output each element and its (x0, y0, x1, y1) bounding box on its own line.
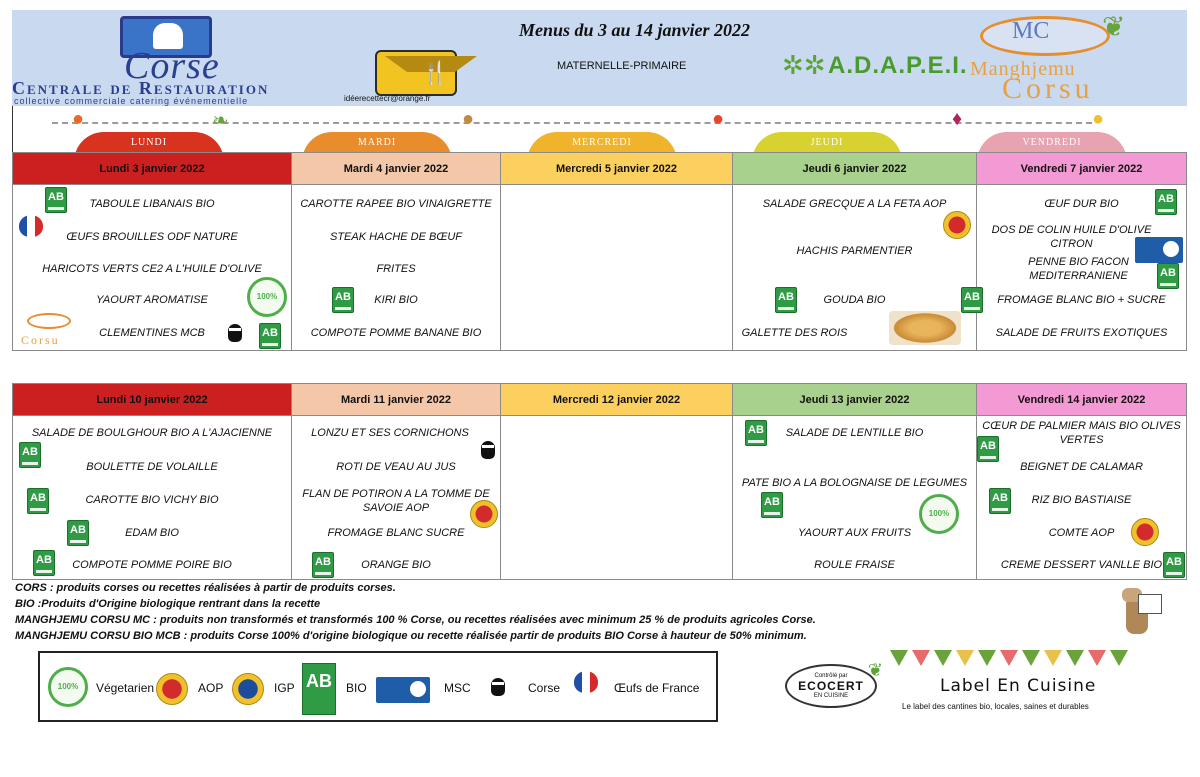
day-cell-tuesday (292, 416, 501, 580)
bio-ab-icon: AB (332, 287, 354, 313)
footnotes (15, 580, 816, 644)
label-en-cuisine-subtitle: Le label des cantines bio, locales, saines et durables (902, 702, 1089, 711)
dish: HACHIS PARMENTIER (796, 245, 913, 257)
bio-ab-icon: AB (302, 663, 336, 715)
vegetarian-icon: 100% (48, 667, 88, 707)
dish: EDAM BIO (125, 527, 179, 539)
bio-ab-icon: AB (977, 436, 999, 462)
day-header-tuesday: Mardi 11 janvier 2022 (292, 384, 501, 416)
dish: STEAK HACHE DE BŒUF (329, 231, 463, 243)
dish: CREME DESSERT VANLLE BIO (1000, 559, 1163, 571)
dish: CLEMENTINES MCB (99, 327, 205, 339)
bio-ab-icon: AB (1157, 263, 1179, 289)
ecocert-small: Contrôlé par (814, 673, 848, 679)
legend-aop: AOP (198, 681, 224, 695)
dish: SALADE GRECQUE A LA FETA AOP (762, 198, 947, 210)
dish: ROTI DE VEAU AU JUS (336, 461, 456, 473)
day-cell-wednesday (501, 416, 733, 580)
banner-day-wednesday: MERCREDI (527, 132, 677, 152)
dish: GOUDA BIO (823, 294, 886, 306)
logo-line2: collective commerciale catering événementielle (14, 96, 249, 106)
mascot-illustration (1118, 586, 1158, 638)
banner-day-thursday: JEUDI (752, 132, 902, 152)
aop-icon (156, 673, 188, 705)
legend-oeufs: Œufs de France (614, 681, 700, 695)
vegetable-icon: ● (72, 108, 85, 130)
day-header-friday: Vendredi 7 janvier 2022 (977, 153, 1187, 185)
dish: FROMAGE BLANC BIO + SUCRE (997, 294, 1166, 306)
day-header-thursday: Jeudi 13 janvier 2022 (733, 384, 977, 416)
dish: PENNE BIO FACON MEDITERRANIENE (1028, 256, 1129, 282)
dish: ORANGE BIO (361, 559, 431, 571)
bio-ab-icon: AB (312, 552, 334, 578)
dish: YAOURT AROMATISE (96, 294, 208, 306)
bunting-flags (890, 650, 1135, 668)
bio-ab-icon: AB (33, 550, 55, 576)
dish: CAROTTE RAPEE BIO VINAIGRETTE (300, 198, 492, 210)
note-bio: BIO :Produits d'Origine biologique rentrant dans la recette (15, 598, 321, 610)
bio-ab-icon: AB (1163, 552, 1185, 578)
legend-vegetarien: Végetarien (96, 681, 155, 695)
day-cell-thursday (733, 416, 977, 580)
tomato-icon: ● (712, 108, 725, 130)
page-subtitle: MATERNELLE-PRIMAIRE (557, 60, 687, 72)
day-header-monday: Lundi 10 janvier 2022 (13, 384, 292, 416)
bio-ab-icon: AB (775, 287, 797, 313)
vegetarian-icon: 100% (247, 277, 287, 317)
logo-line1: Centrale de Restauration (12, 78, 270, 98)
oeufs-de-france-icon (570, 669, 602, 703)
manghjemu-corsu-icon: Corsu (17, 311, 83, 351)
bio-ab-icon: AB (961, 287, 983, 313)
adapei-logo (782, 50, 968, 82)
dish: DOS DE COLIN HUILE D'OLIVE CITRON (991, 224, 1152, 250)
mc-line1: Manghjemu (970, 58, 1076, 80)
legend-corse: Corse (528, 681, 561, 695)
bio-ab-icon: AB (745, 420, 767, 446)
dish: FLAN DE POTIRON A LA TOMME DE SAVOIE AOP (302, 488, 490, 514)
mc-line2: Corsu (1002, 72, 1094, 105)
bio-ab-icon: AB (45, 187, 67, 213)
ecocert-name: ECOCERT (798, 679, 864, 693)
leaf-icon: ❧ (212, 110, 229, 132)
corse-moor-head-icon (476, 438, 500, 462)
vegetarian-icon: 100% (919, 494, 959, 534)
header-banner (12, 10, 1187, 106)
dish: COMPOTE POMME BANANE BIO (310, 327, 482, 339)
leaf-icon: ❦ (867, 660, 883, 680)
note-cors: CORS : produits corses ou recettes réalisées à partir de produits corses. (15, 582, 396, 594)
dish: YAOURT AUX FRUITS (797, 527, 912, 539)
banner-day-tuesday: MARDI (302, 132, 452, 152)
dish: LONZU ET SES CORNICHONS (311, 427, 469, 439)
dish: SALADE DE LENTILLE BIO (785, 427, 924, 439)
dish: KIRI BIO (374, 294, 418, 306)
day-cell-thursday (733, 185, 980, 351)
contact-email[interactable]: idéerecettecr@orange.fr (344, 94, 431, 103)
ecocert-logo (785, 660, 883, 708)
day-header-friday: Vendredi 14 janvier 2022 (977, 384, 1187, 416)
bio-ab-icon: AB (1155, 189, 1177, 215)
dish: PATE BIO A LA BOLOGNAISE DE LEGUMES (741, 477, 968, 489)
logo-word: Corse (124, 45, 220, 87)
dish: COMTE AOP (1048, 527, 1115, 539)
aop-icon (943, 211, 971, 239)
note-mc: MANGHJEMU CORSU MC : produits non transformés et transformés 100 % Corse, ou recettes réalisées avec minimum 25 % de produits agricoles Corse. (15, 614, 816, 626)
day-cell-monday (13, 185, 292, 351)
bio-ab-icon: AB (761, 492, 783, 518)
people-icon: ✲✲ (782, 50, 826, 80)
banner-day-friday: VENDREDI (977, 132, 1127, 152)
legend-msc: MSC (444, 681, 471, 695)
dish: CAROTTE BIO VICHY BIO (85, 494, 219, 506)
dish: GALETTE DES ROIS (741, 327, 848, 339)
manghjemu-corsu-logo (952, 10, 1162, 105)
adapei-name: A.D.A.P.E.I. (828, 52, 968, 79)
day-cell-friday (977, 185, 1187, 351)
legend-box (38, 651, 718, 722)
day-header-monday: Lundi 3 janvier 2022 (13, 153, 292, 185)
galette-photo (889, 311, 961, 345)
dish: ŒUF DUR BIO (1044, 198, 1119, 210)
menu-table-week2 (12, 383, 1187, 580)
dish: FROMAGE BLANC SUCRE (327, 527, 465, 539)
pepper-icon: ● (1092, 108, 1105, 130)
dish: ROULE FRAISE (814, 559, 895, 571)
bio-ab-icon: AB (67, 520, 89, 546)
legend-bio: BIO (346, 681, 367, 695)
envelope-fork-knife-icon: 🍴 (375, 50, 457, 96)
day-header-wednesday: Mercredi 5 janvier 2022 (501, 153, 733, 185)
day-cell-monday (13, 416, 292, 580)
msc-icon (376, 677, 430, 703)
day-cell-tuesday (292, 185, 501, 351)
day-header-wednesday: Mercredi 12 janvier 2022 (501, 384, 733, 416)
banner-day-monday: LUNDI (74, 132, 224, 152)
corse-moor-head-icon (486, 675, 514, 703)
bio-ab-icon: AB (19, 442, 41, 468)
day-header-tuesday: Mardi 4 janvier 2022 (292, 153, 501, 185)
igp-icon (232, 673, 264, 705)
bio-ab-icon: AB (259, 323, 281, 349)
dish: BEIGNET DE CALAMAR (1020, 461, 1143, 473)
dish: CŒUR DE PALMIER MAIS BIO OLIVES VERTES (982, 420, 1181, 446)
aop-icon (470, 500, 498, 528)
dish: ŒUFS BROUILLES ODF NATURE (66, 231, 238, 243)
leaf-icon: ❦ (1102, 11, 1126, 42)
dish: BOULETTE DE VOLAILLE (86, 461, 218, 473)
dish: SALADE DE BOULGHOUR BIO A L'AJACIENNE (31, 427, 273, 439)
dish: COMPOTE POMME POIRE BIO (72, 559, 232, 571)
dish: HARICOTS VERTS CE2 A L'HUILE D'OLIVE (42, 263, 262, 275)
day-banner-strip (12, 106, 1134, 152)
menu-table-week1 (12, 152, 1187, 351)
dish: FRITES (376, 263, 416, 275)
day-header-thursday: Jeudi 6 janvier 2022 (733, 153, 977, 185)
legend-igp: IGP (274, 681, 295, 695)
dish: SALADE DE FRUITS EXOTIQUES (995, 327, 1168, 339)
page-title: Menus du 3 au 14 janvier 2022 (518, 20, 751, 40)
bio-ab-icon: AB (27, 488, 49, 514)
dish: RIZ BIO BASTIAISE (1031, 494, 1132, 506)
ecocert-sub: EN CUISINE (813, 693, 849, 699)
note-mcb: MANGHJEMU CORSU BIO MCB : produits Corse 100% d'origine biologique ou recette réalisée partir de produits BIO Corse à hauteur de 50% minimum. (15, 630, 807, 642)
day-cell-friday (977, 416, 1187, 580)
radish-icon: ♦ (952, 108, 963, 130)
dish: TABOULE LIBANAIS BIO (89, 198, 215, 210)
bio-ab-icon: AB (989, 488, 1011, 514)
mc-text: MC (1012, 18, 1050, 44)
label-en-cuisine-title: Label En Cuisine (940, 676, 1097, 696)
potato-icon: ● (462, 108, 475, 130)
